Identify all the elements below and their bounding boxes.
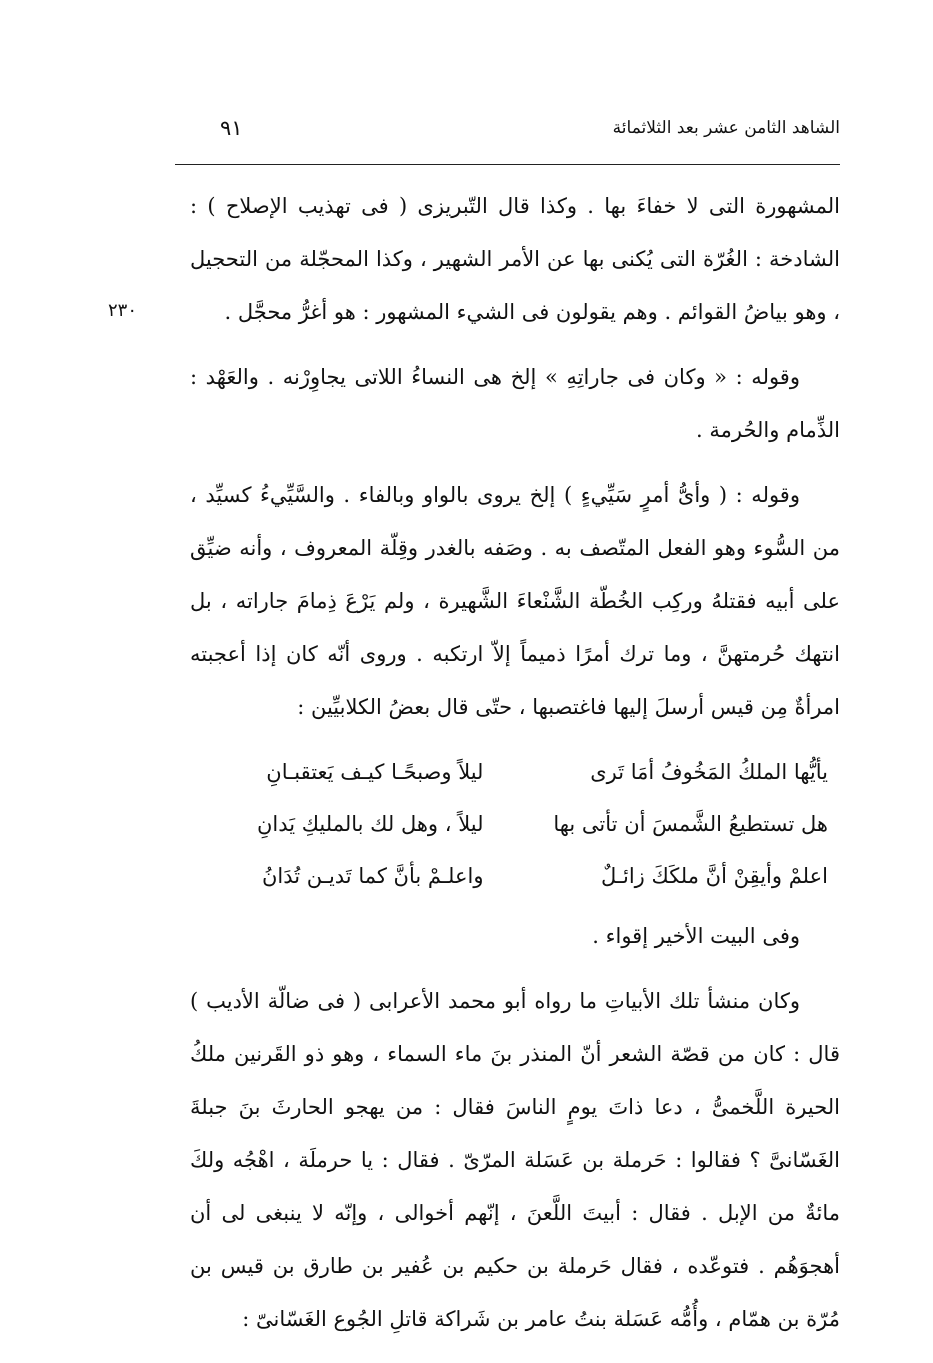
verse-line (190, 850, 828, 902)
verse-line (190, 798, 828, 850)
header-rule (175, 164, 840, 165)
verse-first-hemistich: اعلمْ وأيقِنْ أنَّ ملكَكَ زائـلٌ (600, 864, 828, 888)
page-number: ٩١ (220, 116, 243, 140)
verse-first-hemistich: هل تستطيعُ الشَّمسَ أن تأتى بها (553, 812, 828, 836)
verse-block (190, 746, 840, 902)
paragraph: المشهورة التى لا خفاءَ بها . وكذا قال التّبريزى ( فى تهذيب الإصلاح ) : الشادخة : الغُرّة التى يُكنى بها عن الأمر الشهير ، وكذا المحجّلة من التحجيل ، وهو بياضُ القوائم . وهم يقولون فى الشيء المشهور : هو أغرُّ محجَّل . (190, 194, 840, 324)
verse-first-hemistich: يأيُّها الملكُ المَخُوفُ أمَا تَرى (590, 760, 828, 784)
verse-note: وفى البيت الأخير إقواء . (592, 924, 800, 948)
paragraph: وقوله : ( وأىُّ أمرٍ سَيِّيءٍ ) إلخ يروى بالواو وبالفاء . والسَّيِّيءُ كسيِّد ، من السُّوء وهو الفعل المتّصف به . وصَفه بالغدر وقِلّة المعروف ، وأنه ضيِّق على أبيه فقتلهُ وركِب الخُطّة الشَّنْعاءَ الشَّهيرة ، ولم يَرْعَ ذِمامَ جاراته ، بل انتهك حُرمتهنَّ ، وما ترك أمرًا ذميماً إلاّ ارتكبه . وروى أنّه كان إذا أعجبته امرأةٌ مِن قيس أرسلَ إليها فاغتصبها ، حتّى قال بعضُ الكلابيِّين : (190, 483, 840, 719)
page-header (175, 118, 840, 148)
paragraph: وقوله : « وكان فى جاراتِهِ » إلخ هى النساءُ اللاتى يجاوِرْنه . والعَهْد : الذِّمام والحُرمة . (190, 365, 840, 442)
paragraph: وكان منشأ تلك الأبياتِ ما رواه أبو محمد الأعرابى ( فى ضالّة الأديب ) قال : كان من قصّة الشعر أنّ المنذر بنَ ماء السماء ، وهو ذو القَرنين ملكُ الحيرة اللَّخمىُّ ، دعا ذاتَ يومٍ الناسَ فقال : من يهجو الحارثَ بنَ جبلةَ الغَسّانىَّ ؟ فقالوا : حَرملة بن عَسَلة المرّىّ . فقال : يا حرملَة ، اهْجُه ولكَ مائةٌ من الإبل . فقال : أبيتَ اللَّعنَ ، إنّهم أخوالى ، وإنّه لا ينبغى لى أن أهجوَهُم . فتوعّده ، فقال حَرملة بن حكيم بن عُفير بن طارق بن قيس بن مُرّة بن همّام ، وأُمُّه عَسَلة بنتُ عامر بن شَراكة قاتلِ الجُوع الغَسّانىّ : (190, 989, 840, 1331)
verse-second-hemistich: ليلاً ، وهل لك بالمليكِ يَدانِ (256, 812, 484, 836)
body-text (190, 180, 840, 1358)
running-title: الشاهد الثامن عشر بعد الثلاثمائة (612, 118, 840, 138)
margin-number: ٢٣٠ (108, 300, 138, 321)
verse-second-hemistich: واعلـمْ بأنَّ كما تَديـن تُدَانُ (262, 864, 484, 888)
verse-line (190, 746, 828, 798)
verse-second-hemistich: ليلاً وصبحًـا كيـف يَعتقبـانِ (266, 760, 484, 784)
